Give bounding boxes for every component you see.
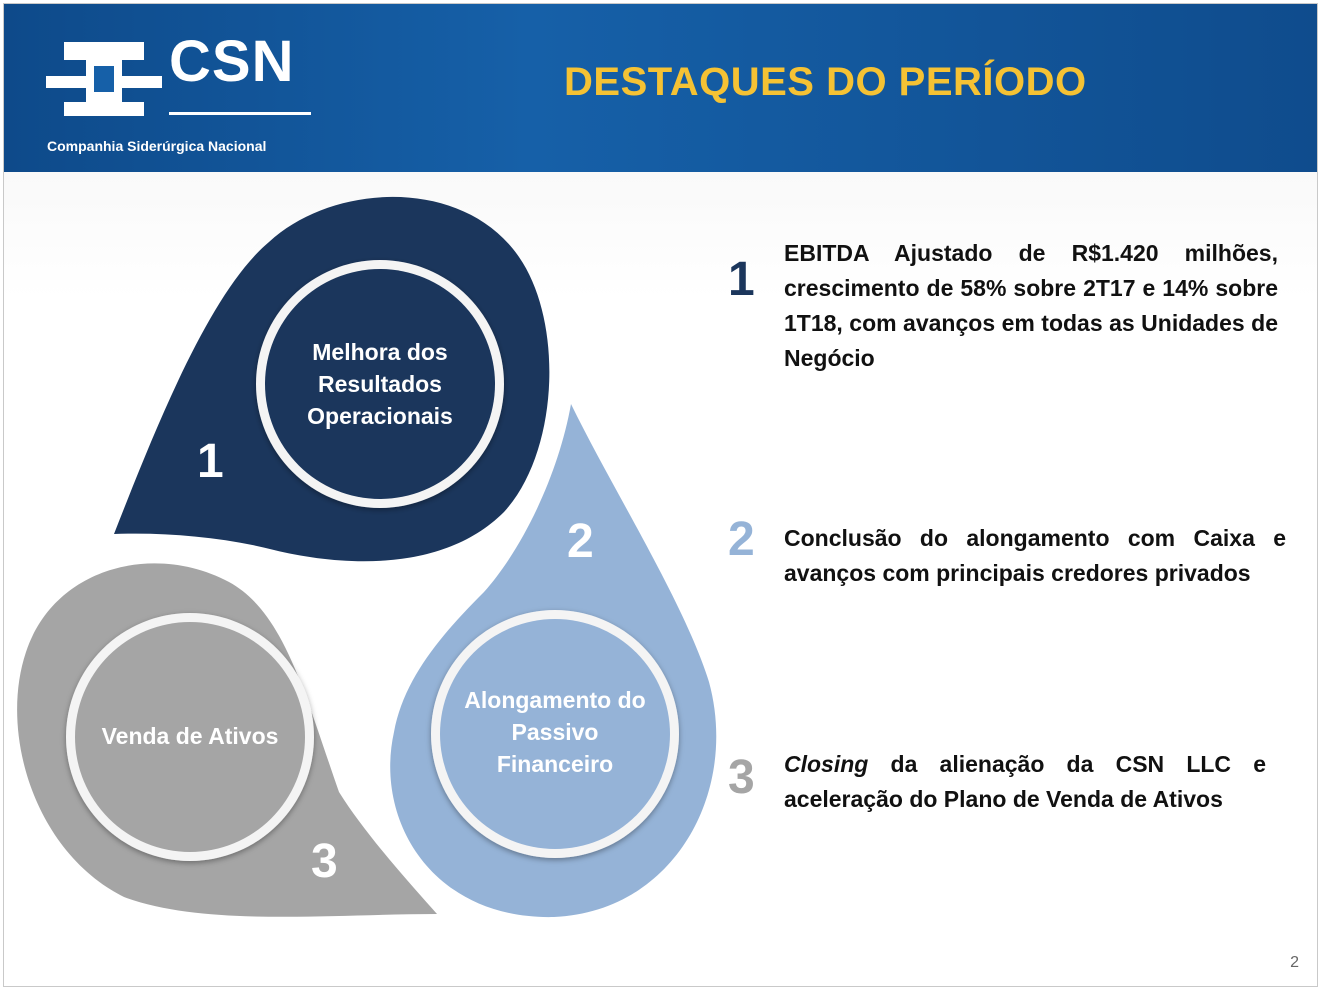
drop-1-label-line: Operacionais <box>307 403 453 429</box>
logo-subtitle: Companhia Siderúrgica Nacional <box>47 138 267 154</box>
item-3-italic-lead: Closing <box>784 751 869 777</box>
item-1-number: 1 <box>728 253 755 306</box>
item-1-text: EBITDA Ajustado de R$1.420 milhões, crescimento de 58% sobre 2T17 e 14% sobre 1T18, com avanços em todas as Unidades de Negócio <box>784 240 1278 371</box>
drop-2-label-line: Financeiro <box>496 751 614 777</box>
drop-1-label-line: Melhora dos <box>312 339 448 365</box>
logo-underline <box>169 112 311 115</box>
drop-1-label <box>280 336 480 432</box>
drop-2-label-line: Passivo <box>511 719 599 745</box>
logo-wordmark: CSN <box>169 29 295 94</box>
slide <box>4 4 1317 986</box>
drop-1-label-line: Resultados <box>318 371 442 397</box>
drop-2-number: 2 <box>567 515 594 568</box>
item-2-number: 2 <box>728 513 755 566</box>
drop-1-number: 1 <box>197 435 224 488</box>
page-title: DESTAQUES DO PERÍODO <box>564 60 1087 104</box>
item-3-number: 3 <box>728 751 755 804</box>
drop-3-label <box>80 720 300 752</box>
drops-shapes <box>4 172 724 932</box>
csn-logo-icon <box>44 32 164 122</box>
item-3-rest: da alienação da CSN LLC e aceleração do Plano de Venda de Ativos <box>784 751 1266 812</box>
drop-2-label-line: Alongamento do <box>464 687 646 713</box>
drop-3-label-line: Venda de Ativos <box>101 723 279 749</box>
drop-2-label <box>445 684 665 780</box>
drop-3-number: 3 <box>311 835 338 888</box>
item-2-text: Conclusão do alongamento com Caixa e avanços com principais credores privados <box>784 525 1286 586</box>
item-3-text <box>784 747 1266 817</box>
page-number: 2 <box>1290 954 1299 971</box>
header-banner <box>4 4 1317 172</box>
